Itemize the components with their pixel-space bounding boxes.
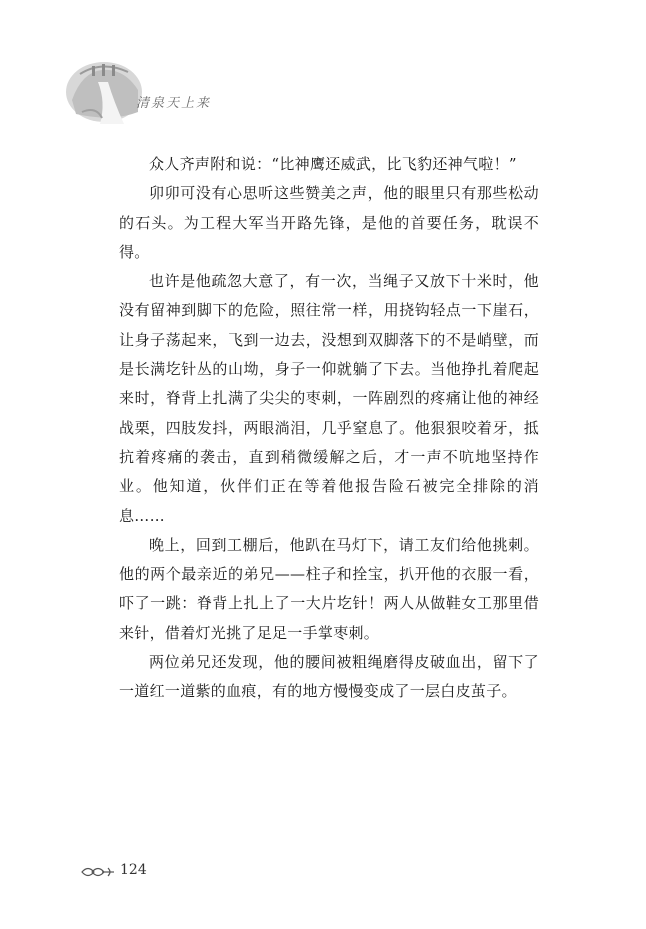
paragraph: 也许是他疏忽大意了，有一次，当绳子又放下十米时，他没有留神到脚下的危险，照往常一样，用挠钩轻点一下崖石，让身子荡起来，飞到一边去，没想到双脚落下的不是峭壁，而是长满圪针丛的山坳，身子一仰就躺了下去。当他挣扎着爬起来时，脊背上扎满了尖尖的枣刺，一阵剧烈的疼痛让他的神经战栗，四肢发抖，两眼淌泪，几乎窒息了。他狠狠咬着牙，抵抗着疼痛的袭击，直到稍微缓解之后，才一声不吭地坚持作业。他知道，伙伴们正在等着他报告险石被完全排除的消息……: [119, 272, 539, 525]
running-header: [62, 52, 262, 132]
paragraph: 众人齐声附和说：“比神鹰还威武，比飞豹还神气啦！”: [149, 155, 517, 173]
page-number: 124: [120, 862, 147, 878]
paragraph: 晚上，回到工棚后，他趴在马灯下，请工友们给他挑刺。他的两个最亲近的弟兄——柱子和拴宝，扒开他的衣服一看，吓了一跳：脊背上扎上了一大片圪针！两人从做鞋女工那里借来针，借着灯光挑了足足一手掌枣刺。: [119, 535, 539, 642]
paragraph: 卯卯可没有心思听这些赞美之声，他的眼里只有那些松动的石头。为工程大军当开路先锋，是他的首要任务，耽误不得。: [119, 184, 539, 261]
paragraph: 两位弟兄还发现，他的腰间被粗绳磨得皮破血出，留下了一道红一道紫的血痕，有的地方慢慢变成了一层白皮茧子。: [119, 653, 539, 701]
book-title: 清泉天上来: [136, 96, 212, 111]
canal-illustration-icon: [62, 52, 152, 126]
page-body: [119, 150, 539, 707]
page-footer: [80, 862, 200, 882]
leaf-ornament-icon: [80, 864, 116, 880]
